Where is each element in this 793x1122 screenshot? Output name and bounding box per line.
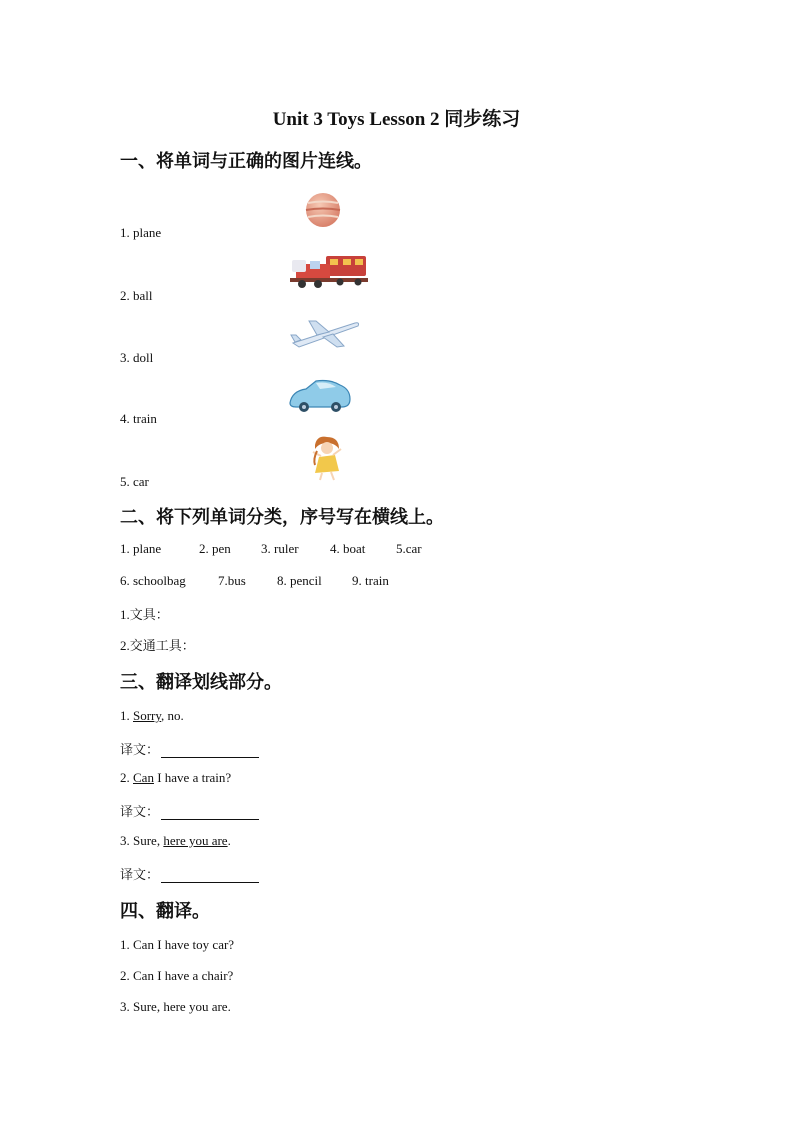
answer-line-2: [120, 801, 259, 820]
translate-item-3: 3. Sure, here you are.: [120, 999, 231, 1014]
plane-picture: [289, 317, 361, 351]
answer-blank[interactable]: [161, 806, 259, 820]
word-option: 3. ruler: [261, 541, 299, 556]
section-3-heading: 三、翻译划线部分。: [120, 672, 282, 693]
question-number: 3. Sure,: [120, 833, 164, 848]
word-option: 4. boat: [330, 541, 366, 556]
word-option: 8. pencil: [277, 573, 322, 588]
answer-line-3: [120, 864, 259, 883]
word-option: 2. pen: [199, 541, 231, 556]
doll-picture: [309, 435, 345, 481]
page-title: Unit 3 Toys Lesson 2 同步练习: [272, 109, 521, 130]
question-rest: I have a train?: [153, 770, 232, 785]
section-4-heading: 四、翻译。: [120, 901, 210, 922]
underlined-phrase: Sorry: [133, 708, 162, 723]
category-stationery: 1.文具：: [120, 607, 169, 622]
question-rest: .: [227, 833, 231, 848]
question-number: 2.: [120, 770, 133, 785]
word-option: 9. train: [352, 573, 389, 588]
answer-label: 译文：: [120, 867, 160, 882]
car-picture: [286, 377, 354, 415]
match-word-2: 2. ball: [120, 288, 153, 303]
word-option: 7.bus: [218, 573, 246, 588]
match-word-4: 4. train: [120, 411, 157, 426]
section-1-heading: 一、将单词与正确的图片连线。: [120, 151, 372, 172]
match-word-1: 1. plane: [120, 225, 162, 240]
answer-blank[interactable]: [161, 744, 259, 758]
translate-question-3: [120, 833, 231, 849]
answer-blank[interactable]: [161, 869, 259, 883]
question-rest: , no.: [161, 708, 184, 723]
translate-item-1: 1. Can I have toy car?: [120, 937, 235, 952]
word-option: 1. plane: [120, 541, 162, 556]
match-word-3: 3. doll: [120, 350, 154, 365]
match-word-5: 5. car: [120, 474, 149, 489]
answer-line-1: [120, 739, 259, 758]
section-2-heading: 二、将下列单词分类，序号写在横线上。: [120, 507, 444, 528]
answer-label: 译文：: [120, 742, 160, 757]
word-option: 6. schoolbag: [120, 573, 186, 588]
translate-question-2: [120, 770, 231, 786]
question-number: 1.: [120, 708, 133, 723]
ball-picture: [304, 191, 342, 229]
translate-question-1: [120, 708, 184, 724]
word-option: 5.car: [396, 541, 422, 556]
train-picture: [288, 250, 370, 292]
underlined-phrase: here you are: [163, 833, 228, 848]
category-transport: 2.交通工具：: [120, 638, 195, 653]
translate-item-2: 2. Can I have a chair?: [120, 968, 234, 983]
answer-label: 译文：: [120, 804, 160, 819]
underlined-phrase: Can: [133, 770, 154, 785]
